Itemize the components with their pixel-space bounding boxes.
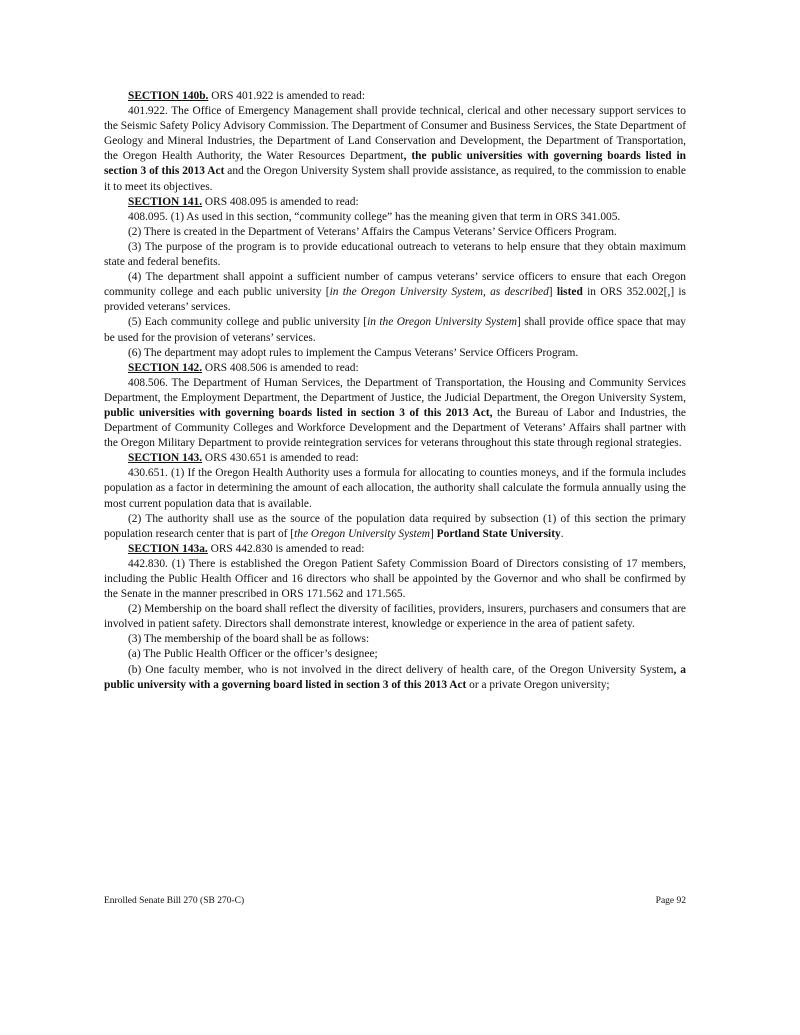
paragraph — [104, 466, 686, 511]
section-heading: SECTION 140b. — [128, 90, 209, 102]
footer-bill-id: Enrolled Senate Bill 270 (SB 270-C) — [104, 896, 245, 906]
paragraph-text: ORS 408.506 is amended to read: — [202, 361, 359, 374]
paragraph-text: (2) Membership on the board shall reflect the diversity of facilities, providers, insurers, purchasers and consumers that are involved in patient safety. Directors shall demonstrate interest, knowledge or experience in the area of patient safety. — [104, 603, 686, 631]
deleted-text: the Oregon University System — [294, 527, 431, 540]
paragraph-text: (4) The department shall appoint a sufficient number of campus veterans’ service officers to ensure that each Oregon community college and each public university [ — [104, 271, 686, 299]
paragraph-text: in ORS 352.002[,] is provided veterans’ services. — [104, 286, 686, 314]
section-heading: SECTION 143. — [128, 452, 203, 465]
paragraph-text: (3) The purpose of the program is to provide educational outreach to veterans to help ensure that they obtain maximum state and federal benefits. — [104, 240, 686, 269]
paragraph — [104, 557, 686, 602]
paragraph — [104, 270, 686, 315]
paragraph — [104, 195, 686, 210]
paragraph-text: ORS 430.651 is amended to read: — [202, 452, 359, 465]
paragraph-text: 430.651. (1) If the Oregon Health Authority uses a formula for allocating to counties moneys, and if the formula includes population as a factor in determining the amount of each allocation, the authority shall calculate the formula annually using the most current population data that is available. — [104, 467, 686, 510]
paragraph-text: (b) One faculty member, who is not involved in the direct delivery of health care, of the Oregon University System — [128, 663, 674, 676]
deleted-text: in the Oregon University System — [367, 316, 517, 329]
amendment-text: listed — [556, 286, 583, 299]
paragraph-text: (3) The membership of the board shall be as follows: — [128, 633, 370, 646]
paragraph — [104, 632, 686, 647]
paragraph — [104, 647, 686, 662]
paragraph — [104, 542, 686, 557]
paragraph — [104, 512, 686, 542]
paragraph-text: ] shall provide office space that may be used for the provision of veterans’ services. — [104, 316, 686, 344]
amendment-text: public universities with governing boards listed in section 3 of this 2013 Act, — [104, 406, 493, 419]
paragraph-text: 408.095. (1) As used in this section, “community college” has the meaning given that term in ORS 341.005. — [128, 210, 621, 223]
paragraph — [104, 240, 686, 270]
paragraph-text: the Bureau of Labor and Industries, the Department of Community Colleges and Workforce Development and the Department of Veterans’ Affairs shall partner with the Oregon Military Department to provide reintegration services for veterans throughout this state through regional strategies. — [104, 406, 686, 450]
page-footer — [104, 896, 686, 906]
paragraph — [104, 346, 686, 361]
paragraph-text: ] — [548, 286, 557, 299]
paragraph — [104, 225, 686, 240]
paragraph — [104, 663, 686, 693]
paragraph — [104, 104, 686, 195]
paragraph-text: (a) The Public Health Officer or the officer’s designee; — [128, 648, 378, 661]
paragraph — [104, 361, 686, 376]
paragraph-text: 401.922. The Office of Emergency Management shall provide technical, clerical and other necessary support services to the Seismic Safety Policy Advisory Commission. The Department of Consumer and Business Services, the State Department of Geology and Mineral Industries, the Department of Land Conservation and Development, the Department of Transportation, the Oregon Health Authority, the Water Resources Department — [104, 105, 686, 163]
paragraph-text: (2) There is created in the Department of Veterans’ Affairs the Campus Veterans’ Service Officers Program. — [128, 225, 617, 238]
paragraph-text: (2) The authority shall use as the source of the population data required by subsection (1) of this section the primary population research center that is part of [ — [104, 512, 686, 540]
paragraph-text: and the Oregon University System shall provide assistance, as required, to the commission to enable it to meet its objectives. — [104, 165, 686, 193]
paragraph-text: or a private Oregon university; — [466, 678, 610, 691]
paragraph — [104, 451, 686, 466]
paragraph-text: (6) The department may adopt rules to implement the Campus Veterans’ Service Officers Program. — [128, 346, 579, 359]
paragraph — [104, 89, 686, 104]
paragraph-text: . — [560, 527, 564, 540]
paragraph-text: 442.830. (1) There is established the Oregon Patient Safety Commission Board of Directors consisting of 17 members, including the Public Health Officer and 16 directors who shall be appointed by the Governor and who shall be confirmed by the Senate in the manner prescribed in ORS 171.562 and 171.565. — [104, 557, 686, 601]
paragraph — [104, 210, 686, 225]
paragraph-text: ORS 401.922 is amended to read: — [208, 90, 366, 102]
footer-page-number: Page 92 — [655, 896, 686, 906]
paragraph-text: 408.506. The Department of Human Services, the Department of Transportation, the Housing and Community Services Department, the Employment Department, the Department of Justice, the Judicial Department, the Oregon University System, — [104, 376, 686, 404]
paragraph — [104, 602, 686, 632]
deleted-text: in the Oregon University System, as described — [329, 286, 549, 299]
paragraph-text: ORS 408.095 is amended to read: — [202, 195, 359, 208]
section-heading: SECTION 143a. — [128, 542, 208, 555]
document-body — [104, 89, 686, 693]
paragraph — [104, 376, 686, 451]
paragraph-text: (5) Each community college and public university [ — [128, 316, 368, 329]
amendment-text: Portland State University — [436, 527, 561, 540]
paragraph-text: ORS 442.830 is amended to read: — [207, 542, 365, 555]
paragraph — [104, 315, 686, 345]
section-heading: SECTION 142. — [128, 361, 203, 374]
amendment-text: , the public universities with governing boards listed in section 3 of this 2013 Act — [104, 150, 686, 178]
amendment-text: , a public university with a governing board listed in section 3 of this 2013 Act — [104, 663, 687, 691]
section-heading: SECTION 141. — [128, 195, 203, 208]
paragraph-text: ] — [430, 527, 437, 540]
